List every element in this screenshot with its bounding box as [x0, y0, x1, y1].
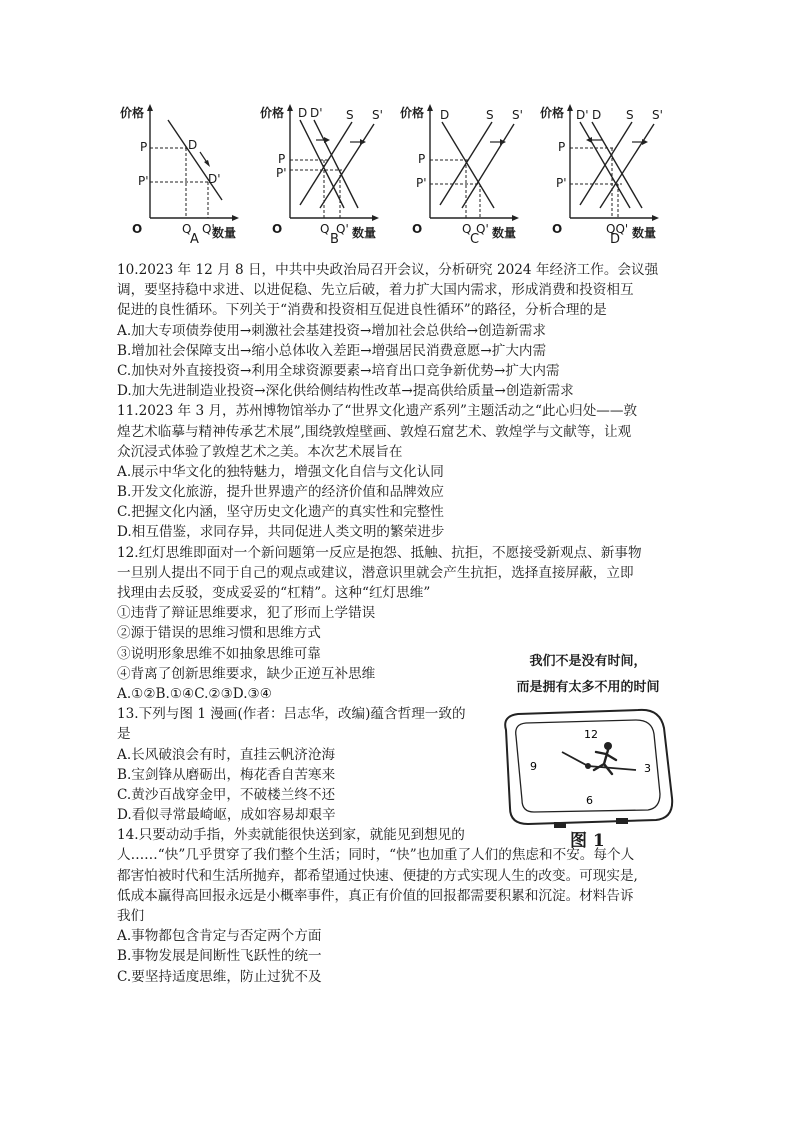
question-text [117, 260, 677, 987]
text-line: A.展示中华文化的独特魅力，增强文化自信与文化认同 [117, 463, 444, 480]
price-tick: P' [276, 166, 287, 180]
origin-label: O [552, 222, 563, 236]
text-line: ④背离了创新思维要求，缺少正逆互补思维 [117, 665, 376, 682]
quantity-tick: Q' [202, 222, 215, 236]
quantity-axis-label: 数量 [632, 226, 657, 240]
clock-number: 12 [584, 728, 598, 741]
quantity-axis-label: 数量 [492, 226, 517, 240]
quantity-tick: Q [182, 222, 192, 236]
curve-label: D [298, 106, 308, 120]
quantity-tick: Q [462, 222, 472, 236]
curve-label: S' [372, 108, 383, 122]
text-line: B.开发文化旅游，提升世界遗产的经济价值和品牌效应 [117, 484, 444, 501]
clock-number: 6 [586, 794, 593, 807]
quantity-tick: Q [320, 222, 330, 236]
price-tick: P' [556, 176, 567, 190]
graph-c [400, 100, 530, 250]
text-line: D.看似寻常最崎岖，成如容易却艰辛 [117, 807, 336, 824]
price-tick: P' [138, 174, 149, 188]
text-line: B.增加社会保障支出→缩小总体收入差距→增强居民消费意愿→扩大内需 [117, 342, 547, 359]
text-line: C.把握文化内涵，坚守历史文化遗产的真实性和完整性 [117, 504, 444, 521]
text-line: A.事物都包含肯定与否定两个方面 [117, 928, 322, 945]
graph-letter: D [610, 232, 621, 247]
text-line: 众沉浸式体验了敦煌艺术之美。本次艺术展旨在 [117, 443, 403, 460]
price-axis-label: 价格 [120, 106, 145, 120]
text-line: D.加大先进制造业投资→深化供给侧结构性改革→提高供给质量→创造新需求 [117, 383, 574, 400]
text-line: D.相互借鉴，求同存异，共同促进人类文明的繁荣进步 [117, 524, 445, 541]
price-tick: P [140, 140, 148, 154]
curve-label: D [592, 108, 602, 122]
text-line: ②源于错误的思维习惯和思维方式 [117, 625, 321, 642]
price-tick: P' [416, 176, 427, 190]
text-line: ①违背了辩证思维要求，犯了形而上学错误 [117, 605, 376, 622]
curve-label: S' [512, 108, 523, 122]
text-line: 一旦别人提出不同于自己的观点或建议，潜意识里就会产生抗拒，选择直接屏蔽，立即 [117, 564, 634, 581]
curve-label: D' [576, 108, 589, 122]
curve-label: D' [208, 172, 221, 186]
quantity-tick: QQ' [606, 222, 629, 236]
text-line: 低成本赢得高回报永远是小概率事件，真正有价值的回报都需要积累和沉淀。材料告诉 [117, 887, 634, 904]
clock-number: 9 [530, 760, 537, 773]
curve-label: D' [310, 106, 323, 120]
price-tick: P [418, 152, 426, 166]
origin-label: O [272, 222, 283, 236]
text-line: 13.下列与图 1 漫画(作者：吕志华，改编)蕴含哲理一致的 [117, 706, 466, 723]
graph-letter: B [330, 232, 339, 247]
text-line: 14.只要动动手指，外卖就能很快送到家，就能见到想见的 [117, 827, 465, 844]
curve-label: S [626, 108, 634, 122]
curve-label: D [188, 138, 198, 152]
text-line: 是 [117, 726, 131, 743]
figure-label: 图 1 [570, 831, 605, 851]
text-line: 人……“快”几乎贯穿了我们整个生活；同时，“快”也加重了人们的焦虑和不安。每个人 [117, 847, 635, 864]
text-line: 找理由去反驳，变成妥妥的“杠精”。这种“红灯思维” [117, 585, 431, 601]
text-line: 调，要坚持稳中求进、以进促稳、先立后破，着力扩大国内需求，形成消费和投资相互 [117, 282, 634, 299]
curve-label: S' [652, 108, 663, 122]
cartoon-figure [488, 648, 688, 851]
price-axis-label: 价格 [400, 106, 425, 120]
graph-a [120, 100, 250, 250]
curve-label: S [346, 108, 354, 122]
price-tick: P [278, 152, 286, 166]
price-axis-label: 价格 [260, 106, 285, 120]
text-line: C.黄沙百战穿金甲，不破楼兰终不还 [117, 786, 336, 803]
text-line: A.①②B.①④C.②③D.③④ [117, 685, 272, 702]
text-line: C.加快对外直接投资→利用全球资源要素→培育出口竞争新优势→扩大内需 [117, 362, 560, 379]
text-line: 促进的良性循环。下列关于“消费和投资相互促进良性循环”的路径，分析合理的是 [117, 302, 607, 319]
text-line: 12.红灯思维即面对一个新问题第一反应是抱怨、抵触、抗拒，不愿接受新观点、新事物 [117, 544, 642, 561]
text-line: C.要坚持适度思维，防止过犹不及 [117, 968, 322, 985]
curve-label: D [440, 108, 450, 122]
graph-letter: A [190, 232, 199, 247]
graph-b [260, 100, 390, 250]
origin-label: O [412, 222, 423, 236]
alarm-clock-icon [488, 648, 688, 848]
text-line: ③说明形象思维不如抽象思维可靠 [117, 645, 321, 662]
graph-d [540, 100, 670, 250]
quantity-axis-label: 数量 [352, 226, 377, 240]
quantity-tick: Q' [476, 222, 489, 236]
curve-label: S [486, 108, 494, 122]
cartoon-caption-line2: 而是拥有太多不用的时间 [516, 680, 660, 695]
origin-label: O [132, 222, 143, 236]
supply-demand-graphs [120, 100, 680, 250]
graph-letter: C [470, 232, 480, 247]
text-line: 我们 [117, 908, 145, 924]
price-tick: P [558, 140, 566, 154]
text-line: 10.2023 年 12 月 8 日，中共中央政治局召开会议，分析研究 2024 年经济工作。会议强 [117, 262, 659, 278]
cartoon-caption-line1: 我们不是没有时间， [529, 654, 647, 669]
text-line: B.宝剑锋从磨砺出，梅花香自苦寒来 [117, 766, 336, 783]
price-axis-label: 价格 [540, 106, 565, 120]
text-line: 11.2023 年 3 月，苏州博物馆举办了“世界文化遗产系列”主题活动之“此心归处——敦 [117, 403, 638, 420]
text-line: 煌艺术临摹与精神传承艺术展”,围绕敦煌壁画、敦煌石窟艺术、敦煌学与文献等，让观 [117, 423, 632, 440]
text-line: A.长风破浪会有时，直挂云帆济沧海 [117, 746, 336, 763]
quantity-axis-label: 数量 [212, 226, 237, 240]
quantity-tick: Q' [336, 222, 349, 236]
clock-number: 3 [644, 762, 651, 775]
text-line: B.事物发展是间断性飞跃性的统一 [117, 948, 322, 965]
text-line: 都害怕被时代和生活所抛弃，都希望通过快速、便捷的方式实现人生的改变。可现实是, [117, 867, 638, 884]
text-line: A.加大专项债券使用→刺激社会基建投资→增加社会总供给→创造新需求 [117, 322, 546, 339]
